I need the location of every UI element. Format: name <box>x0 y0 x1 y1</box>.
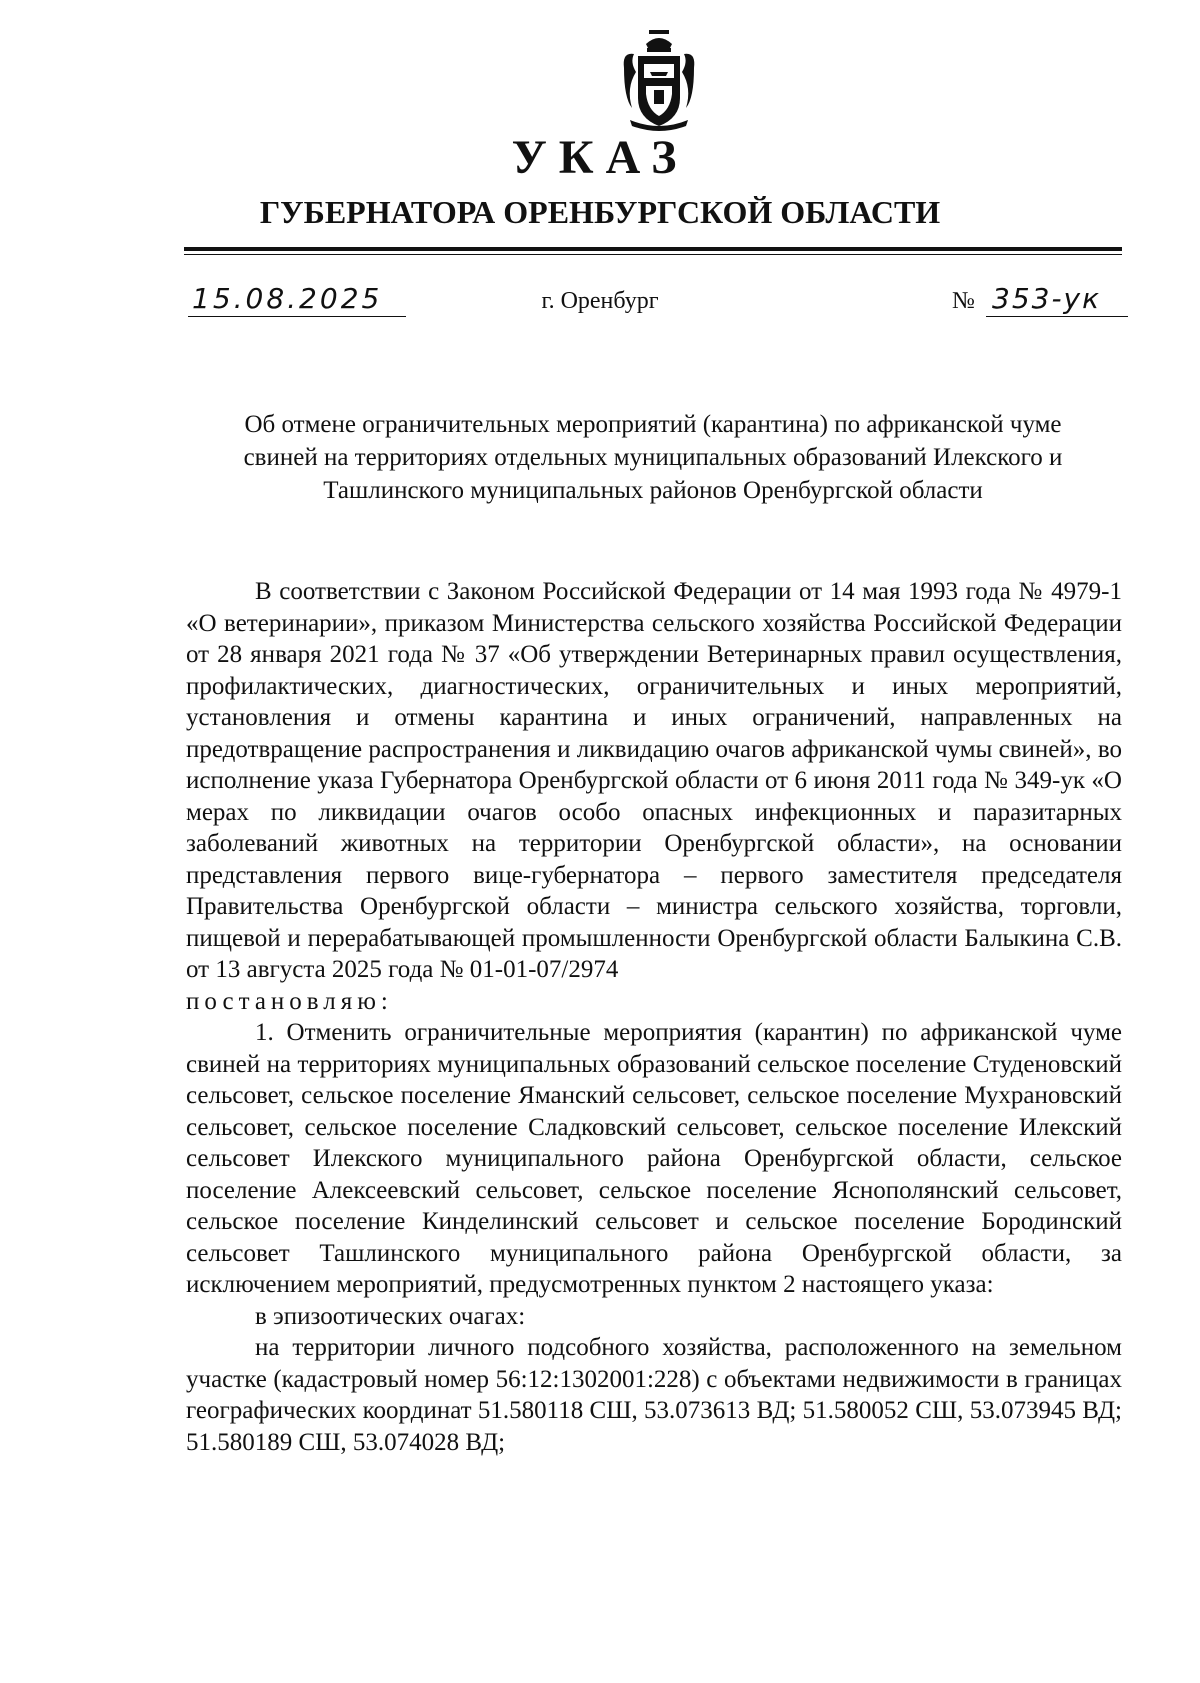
item-1-paragraph: 1. Отменить ограничительные мероприятия (карантин) по африканской чуме свиней на территориях муниципальных образований сельское поселение Студеновский сельсовет, сельское поселение Яманский сельсовет, сельское поселение Мухрановский сельсовет, сельское поселение Сладковский сельсовет, сельское поселение Илекский сельсовет Илекского муниципального района Оренбургской области, сельское поселение Алексеевский сельсовет, сельское поселение Яснополянский сельсовет, сельское поселение Кинделинский сельсовет и сельское поселение Бородинский сельсовет Ташлинского муниципального района Оренбургской области, за исключением мероприятий, предусмотренных пунктом 2 настоящего указа: <box>186 1019 1122 1298</box>
document-title <box>184 408 1122 507</box>
header-rule-thick <box>184 247 1122 251</box>
header-rule-thin <box>184 254 1122 255</box>
resolve-word: постановляю: <box>186 987 393 1015</box>
document-body <box>186 576 1122 1458</box>
title-line-1: Об отмене ограничительных мероприятий (карантина) по африканской чуме <box>244 411 1062 438</box>
title-line-3: Ташлинского муниципальных районов Оренбургской области <box>323 477 983 504</box>
coat-of-arms-icon <box>620 28 698 132</box>
document-type: УКАЗ <box>511 131 689 184</box>
document-city: г. Оренбург <box>541 288 659 314</box>
document-date: 15.08.2025 <box>188 282 406 317</box>
document-meta <box>0 282 1200 322</box>
document-number: 353-ук <box>986 282 1128 317</box>
number-sign: № <box>952 288 975 314</box>
item-1-subheading: в эпизоотических очагах: <box>255 1302 526 1330</box>
issuing-authority: ГУБЕРНАТОРА ОРЕНБУРГСКОЙ ОБЛАСТИ <box>259 194 941 230</box>
item-1-detail-paragraph: на территории личного подсобного хозяйства, расположенного на земельном участке (кадастровый номер 56:12:1302001:228) с объектами недвижимости в границах географических координат 51.580118 СШ, 53.073613 ВД; 51.580052 СШ, 53.073945 ВД; 51.580189 СШ, 53.074028 ВД; <box>186 1334 1122 1456</box>
title-line-2: свиней на территориях отдельных муниципальных образований Илекского и <box>243 444 1063 471</box>
preamble-paragraph: В соответствии с Законом Российской Федерации от 14 мая 1993 года № 4979-1 «О ветеринарии», приказом Министерства сельского хозяйства Российской Федерации от 28 января 2021 года № 37 «Об утверждении Ветеринарных правил осуществления, профилактических, диагностических, ограничительных и иных мероприятий, установления и отмены карантина и иных ограничений, направленных на предотвращение распространения и ликвидацию очагов африканской чумы свиней», во исполнение указа Губернатора Оренбургской области от 6 июня 2011 года № 349-ук «О мерах по ликвидации очагов особо опасных инфекционных и паразитарных заболеваний животных на территории Оренбургской области», на основании представления первого вице-губернатора – первого заместителя председателя Правительства Оренбургской области – министра сельского хозяйства, торговли, пищевой и перерабатывающей промышленности Оренбургской области Балыкина С.В. от 13 августа 2025 года № 01-01-07/2974 <box>186 578 1122 983</box>
